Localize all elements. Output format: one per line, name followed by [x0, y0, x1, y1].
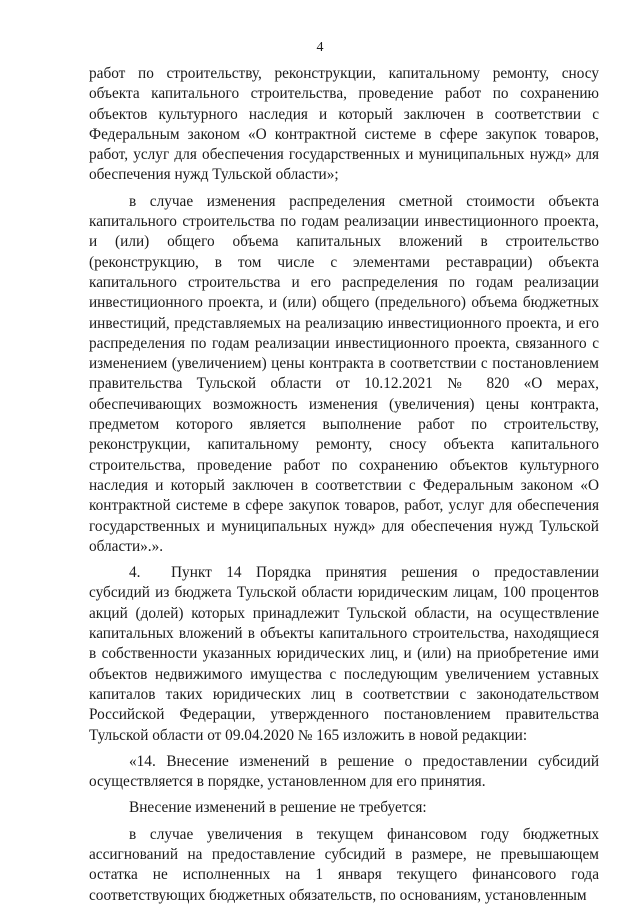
paragraph-budget-change: в случае изменения распределения сметной стоимости объекта капитального строительства по годам реализации инвестиционного проекта, и (или) общего объема капитальных вложений в строительство (реконструкцию, в том числе с элементами реставрации) объекта капитального строительства и его распределения по годам реализации инвестиционного проекта, и (или) общего (предельного) объема бюджетных инвестиций, представляемых на реализацию инвестиционного проекта, и его распределения по годам реализации инвестиционного проекта, связанного с изменением (увеличением) цены контракта в соответствии с постановлением правительства Тульской области от 10.12.2021 № 820 «О мерах, обеспечивающих возможность изменения (увеличения) цены контракта, предметом которого является выполнение работ по строительству, реконструкции, капитальному ремонту, сносу объекта капитального строительства, проведение работ по сохранению объектов культурного наследия и который заключен в соответствии с Федеральным законом «О контрактной системе в сфере закупок товаров, работ, услуг для обеспечения государственных и муниципальных нужд» для обеспечения нужд Тульской области».». — [89, 192, 599, 555]
paragraph-increase-case: в случае увеличения в текущем финансовом году бюджетных ассигнований на предоставление субсидий в размере, не превышающем остатка не исполненных на 1 января текущего финансового года соответствующих бюджетных обязательств, по основаниям, установленным — [89, 825, 599, 904]
page-number: 4 — [316, 40, 324, 55]
item-4-text: Пункт 14 Порядка принятия решения о предоставлении субсидий из бюджета Тульской области юридическим лицам, 100 процентов акций (долей) которых принадлежит Тульской области, на осуществление капитальных вложений в объекты капитального строительства, находящиеся в собственности указанных юридических лиц, и (или) на приобретение ими объектов недвижимого имущества с последующим увеличением уставных капиталов таких юридических лиц в соответствии с законодательством Российской Федерации, утвержденного постановлением правительства Тульской области от 09.04.2020 № 165 изложить в новой редакции: — [89, 564, 599, 744]
paragraph-continuation: работ по строительству, реконструкции, капитальному ремонту, сносу объекта капитального строительства, проведение работ по сохранению объектов культурного наследия и который заключен в соответствии с Федеральным законом «О контрактной системе в сфере закупок товаров, работ, услуг для обеспечения государственных и муниципальных нужд» для обеспечения нужд Тульской области»; — [89, 65, 599, 184]
paragraph-item-4 — [89, 563, 599, 746]
document-body — [89, 64, 599, 906]
item-number: 4. — [129, 564, 141, 582]
paragraph-point-14: «14. Внесение изменений в решение о предоставлении субсидий осуществляется в порядке, установленном для его принятия. — [89, 752, 599, 791]
paragraph-not-required: Внесение изменений в решение не требуется: — [129, 799, 427, 817]
